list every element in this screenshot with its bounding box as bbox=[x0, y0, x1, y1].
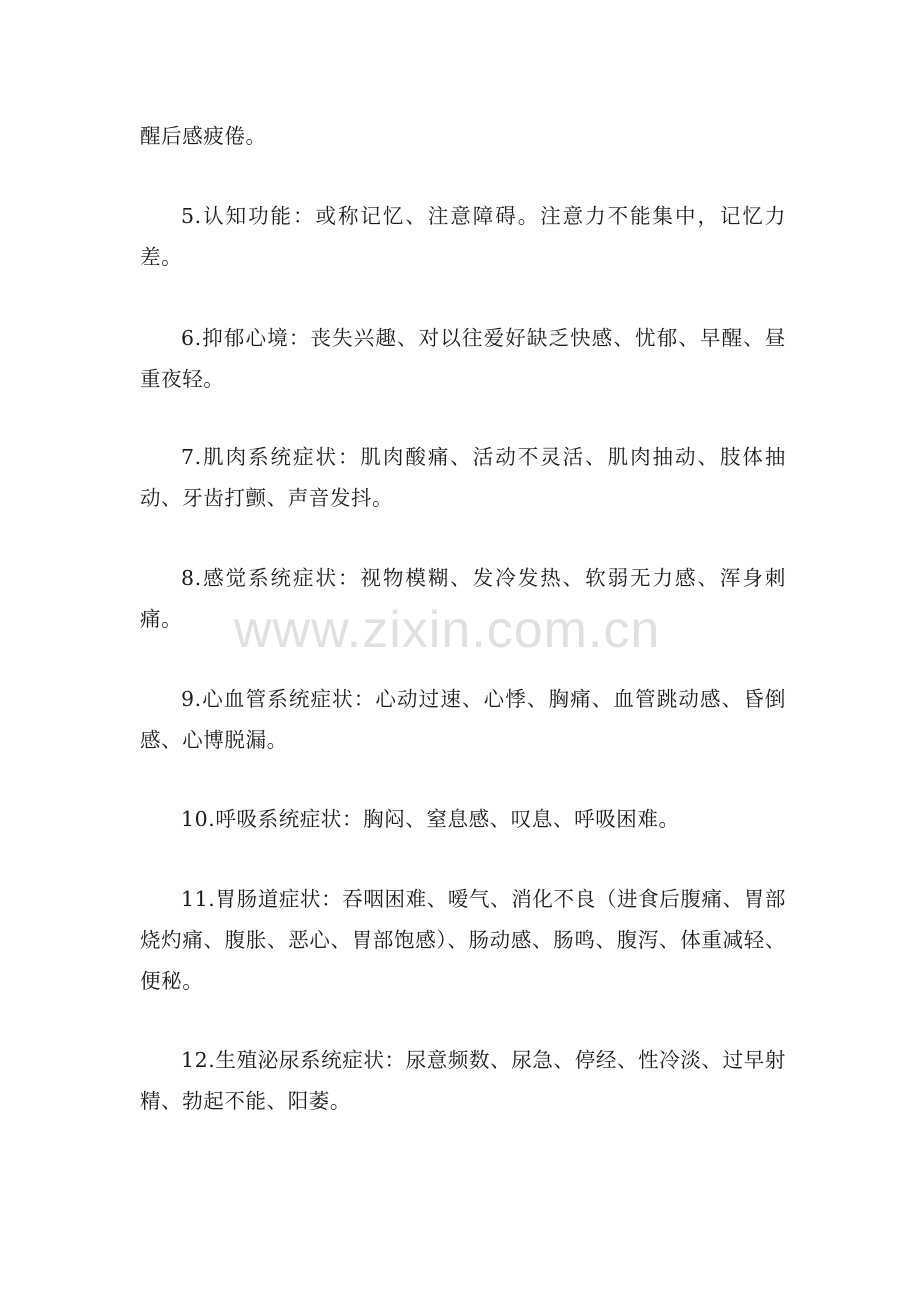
paragraph-sensory-symptoms: 8.感觉系统症状：视物模糊、发冷发热、软弱无力感、浑身刺痛。 bbox=[140, 566, 786, 631]
paragraph-depressed-mood: 6.抑郁心境：丧失兴趣、对以往爱好缺乏快感、忧郁、早醒、昼重夜轻。 bbox=[140, 326, 786, 391]
paragraph-continuation: 醒后感疲倦。 bbox=[140, 124, 267, 148]
watermark: www.zixin.com.cn bbox=[234, 601, 661, 659]
paragraph-cardiovascular-symptoms: 9.心血管系统症状：心动过速、心悸、胸痛、血管跳动感、昏倒感、心博脱漏。 bbox=[140, 687, 786, 752]
paragraph-gastrointestinal-symptoms: 11.胃肠道症状：吞咽困难、嗳气、消化不良（进食后腹痛、胃部烧灼痛、腹胀、恶心、胃部饱感）、肠动感、肠鸣、腹泻、体重减轻、便秘。 bbox=[140, 887, 786, 993]
paragraph-cognitive-function: 5.认知功能：或称记忆、注意障碍。注意力不能集中，记忆力差。 bbox=[140, 204, 786, 269]
paragraph-muscular-symptoms: 7.肌肉系统症状：肌肉酸痛、活动不灵活、肌肉抽动、肢体抽动、牙齿打颤、声音发抖。 bbox=[140, 445, 786, 510]
paragraph-genitourinary-symptoms: 12.生殖泌尿系统症状：尿意频数、尿急、停经、性冷淡、过早射精、勃起不能、阳萎。 bbox=[140, 1048, 786, 1113]
paragraph-respiratory-symptoms: 10.呼吸系统症状：胸闷、窒息感、叹息、呼吸困难。 bbox=[181, 807, 680, 831]
